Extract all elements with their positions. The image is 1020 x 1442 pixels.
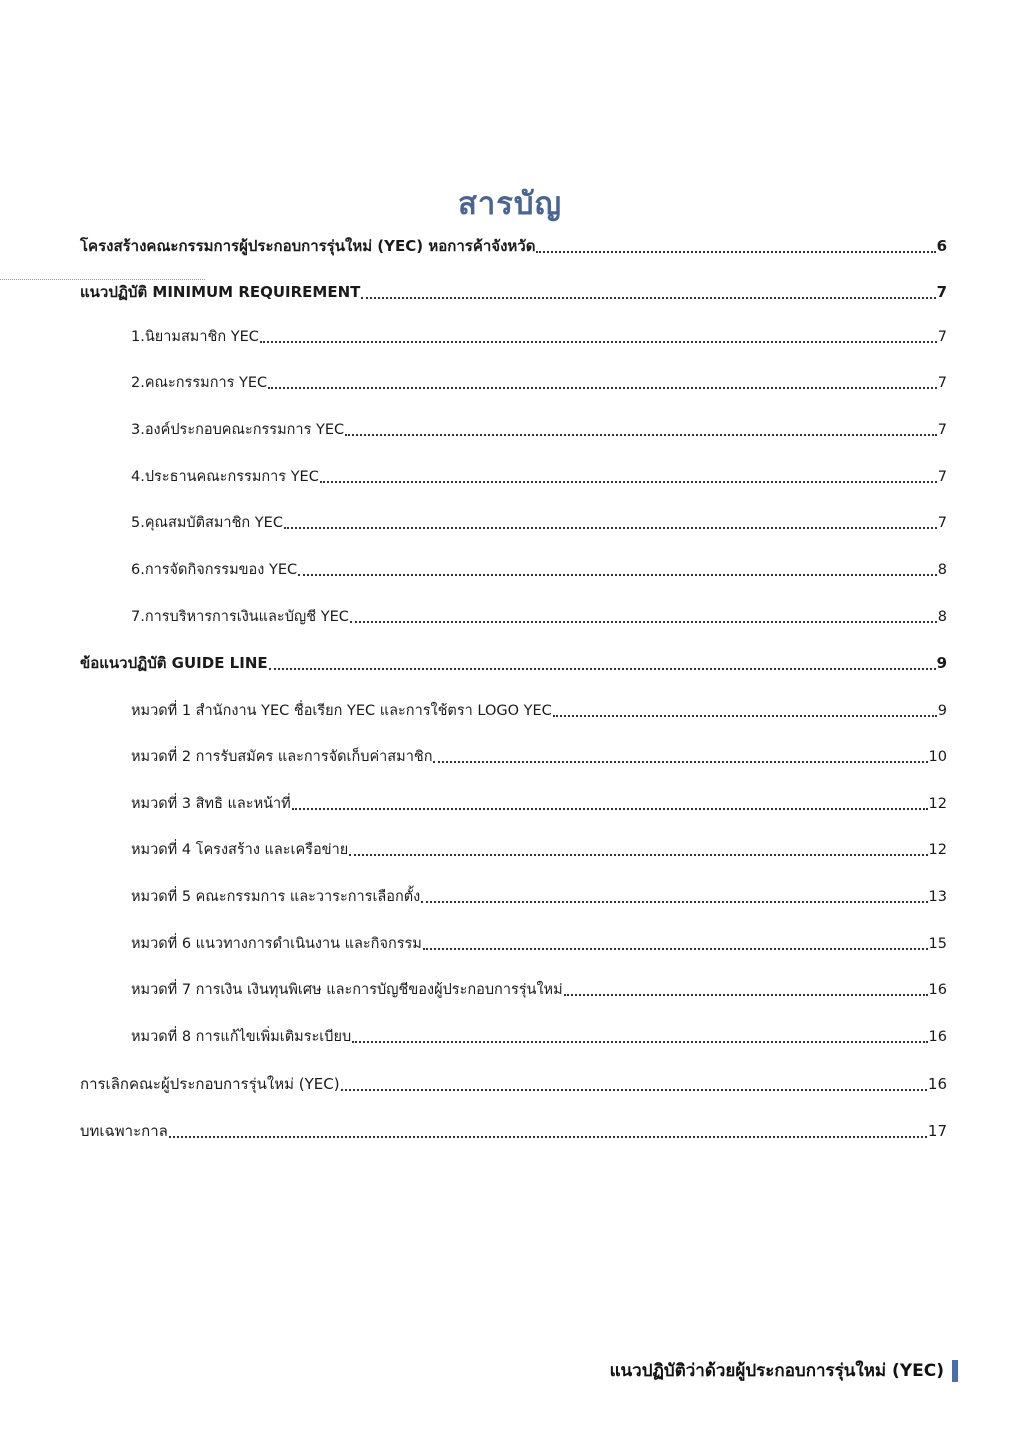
toc-leader-dots bbox=[320, 481, 937, 483]
toc-leader-dots bbox=[564, 994, 928, 996]
toc-entry-chapter-6[interactable] bbox=[131, 932, 947, 955]
toc-leader-dots bbox=[298, 574, 937, 576]
toc-entry-transitional-provisions[interactable] bbox=[80, 1119, 947, 1143]
toc-entry-label: หมวดที่ 3 สิทธิ และหน้าที่ bbox=[131, 796, 291, 812]
toc-page-number: 9 bbox=[936, 654, 947, 672]
toc-leader-dots bbox=[421, 901, 927, 903]
toc-page-number: 16 bbox=[927, 1075, 947, 1093]
toc-leader-dots bbox=[350, 621, 937, 623]
toc-entry-label: หมวดที่ 8 การแก้ไขเพิ่มเติมระเบียบ bbox=[131, 1029, 352, 1045]
toc-page-number: 12 bbox=[928, 842, 947, 858]
toc-entry-label: 1.นิยามสมาชิก YEC bbox=[131, 329, 259, 345]
toc-entry-chapter-5[interactable] bbox=[131, 885, 947, 908]
toc-entry-label: 5.คุณสมบัติสมาชิก YEC bbox=[131, 515, 283, 531]
toc-page-number: 17 bbox=[927, 1122, 947, 1140]
toc-leader-dots bbox=[536, 251, 935, 253]
toc-leader-dots bbox=[268, 387, 937, 389]
toc-entry-label: บทเฉพาะกาล bbox=[80, 1122, 168, 1140]
page-title: สารบัญ bbox=[457, 186, 563, 222]
toc-entry-label: หมวดที่ 6 แนวทางการดำเนินงาน และกิจกรรม bbox=[131, 936, 422, 952]
toc-entry-label: หมวดที่ 4 โครงสร้าง และเครือข่าย bbox=[131, 842, 349, 858]
toc-leader-dots bbox=[553, 715, 937, 717]
toc-leader-dots bbox=[169, 1136, 927, 1138]
toc-entry-finance-accounting[interactable] bbox=[131, 605, 947, 628]
toc-entry-label: โครงสร้างคณะกรรมการผู้ประกอบการรุ่นใหม่ (YEC) หอการค้าจังหวัด bbox=[80, 237, 536, 255]
toc-leader-dots bbox=[341, 1089, 927, 1091]
toc-entry-minimum-requirement[interactable] bbox=[80, 280, 947, 304]
toc-page-number: 10 bbox=[928, 749, 947, 765]
footer-title: แนวปฏิบัติว่าด้วยผู้ประกอบการรุ่นใหม่ (YEC) bbox=[609, 1361, 944, 1381]
toc-entry-committee-chairman[interactable] bbox=[131, 465, 947, 488]
toc-entry-label: 2.คณะกรรมการ YEC bbox=[131, 375, 268, 391]
toc-page-number: 8 bbox=[937, 562, 947, 578]
toc-leader-dots bbox=[423, 948, 928, 950]
toc-page-number: 7 bbox=[936, 283, 947, 301]
toc-entry-chapter-2[interactable] bbox=[131, 745, 947, 768]
toc-leader-dots bbox=[292, 808, 928, 810]
toc-page-number: 7 bbox=[937, 375, 947, 391]
toc-page-number: 7 bbox=[937, 469, 947, 485]
toc-entry-committee-composition[interactable] bbox=[131, 418, 947, 441]
toc-entry-label: 7.การบริหารการเงินและบัญชี YEC bbox=[131, 609, 349, 625]
toc-entry-chapter-4[interactable] bbox=[131, 838, 947, 861]
toc-page-number: 15 bbox=[928, 936, 947, 952]
toc-page-number: 16 bbox=[928, 1029, 947, 1045]
toc-page-number: 12 bbox=[928, 796, 947, 812]
toc-entry-label: 6.การจัดกิจกรรมของ YEC bbox=[131, 562, 298, 578]
toc-leader-dots bbox=[361, 297, 935, 299]
toc-page-number: 6 bbox=[936, 237, 947, 255]
toc-page-number: 7 bbox=[937, 515, 947, 531]
toc-entry-dissolution[interactable] bbox=[80, 1072, 947, 1096]
toc-page-number: 8 bbox=[937, 609, 947, 625]
toc-entry-chapter-3[interactable] bbox=[131, 792, 947, 815]
toc-page-number: 7 bbox=[937, 329, 947, 345]
toc-leader-dots bbox=[260, 341, 937, 343]
toc-page-number: 13 bbox=[928, 889, 947, 905]
toc-entry-committee[interactable] bbox=[131, 371, 947, 394]
toc-entry-chapter-7[interactable] bbox=[131, 978, 947, 1001]
toc-entry-label: 3.องค์ประกอบคณะกรรมการ YEC bbox=[131, 422, 345, 438]
toc-leader-dots bbox=[352, 1041, 927, 1043]
toc-entry-chapter-1[interactable] bbox=[131, 699, 947, 722]
toc-leader-dots bbox=[433, 761, 927, 763]
toc-entry-label: หมวดที่ 7 การเงิน เงินทุนพิเศษ และการบัญชีของผู้ประกอบการรุ่นใหม่ bbox=[131, 982, 563, 998]
footer-accent-bar bbox=[952, 1360, 958, 1382]
toc-entry-label: แนวปฏิบัติ MINIMUM REQUIREMENT bbox=[80, 283, 361, 301]
toc-entry-label: 4.ประธานคณะกรรมการ YEC bbox=[131, 469, 319, 485]
toc-entry-member-qualifications[interactable] bbox=[131, 511, 947, 534]
toc-entry-member-definition[interactable] bbox=[131, 325, 947, 348]
toc-entry-label: ข้อแนวปฏิบัติ GUIDE LINE bbox=[80, 654, 268, 672]
toc-page-number: 9 bbox=[937, 703, 947, 719]
toc-entry-chapter-8[interactable] bbox=[131, 1025, 947, 1048]
toc-leader-dots bbox=[284, 527, 937, 529]
toc-leader-dots bbox=[345, 434, 937, 436]
toc-entry-label: หมวดที่ 2 การรับสมัคร และการจัดเก็บค่าสมาชิก bbox=[131, 749, 433, 765]
toc-entry-activities[interactable] bbox=[131, 558, 947, 581]
toc-leader-dots bbox=[349, 854, 927, 856]
toc-entry-label: การเลิกคณะผู้ประกอบการรุ่นใหม่ (YEC) bbox=[80, 1075, 340, 1093]
toc-entry-guide-line[interactable] bbox=[80, 651, 947, 675]
toc-page-number: 7 bbox=[937, 422, 947, 438]
toc-leader-dots bbox=[269, 668, 936, 670]
toc-page-number: 16 bbox=[928, 982, 947, 998]
page-footer bbox=[610, 1357, 958, 1384]
toc-entry-label: หมวดที่ 5 คณะกรรมการ และวาระการเลือกตั้ง bbox=[131, 889, 421, 905]
toc-entry-label: หมวดที่ 1 สำนักงาน YEC ชื่อเรียก YEC และการใช้ตรา LOGO YEC bbox=[131, 703, 552, 719]
toc-entry-committee-structure[interactable] bbox=[80, 234, 947, 258]
